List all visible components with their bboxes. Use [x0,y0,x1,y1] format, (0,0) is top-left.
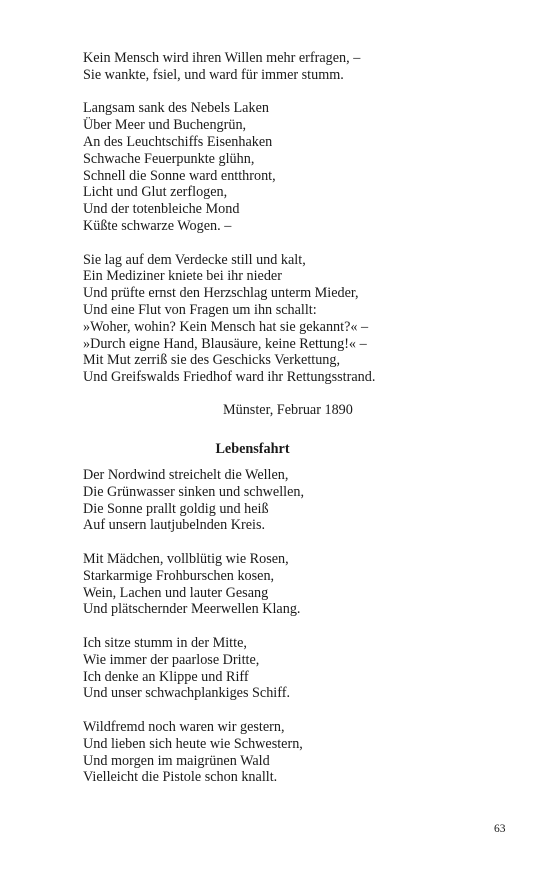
verse-line: Und lieben sich heute wie Schwestern, [83,735,303,752]
verse-line: Und plätschernder Meerwellen Klang. [83,601,301,618]
poem2-stanza-4 [83,719,483,786]
verse-line: Ich denke an Klippe und Riff [83,668,249,685]
verse-line: Vielleicht die Pistole schon knallt. [83,769,278,786]
verse-line: Der Nordwind streichelt die Wellen, [83,467,289,484]
verse-line: Über Meer und Buchengrün, [83,117,247,134]
poem-title: Lebensfahrt [215,441,290,458]
poem2-stanza-3 [83,635,483,702]
poem2-stanza-1 [83,467,483,534]
verse-line: Die Sonne prallt goldig und heiß [83,500,269,517]
stanza-gap [83,618,483,635]
verse-line: Wein, Lachen und lauter Gesang [83,584,269,601]
place-date: Münster, Februar 1890 [223,402,353,419]
stanza-gap [83,235,483,252]
verse-line: An des Leuchtschiffs Eisenhaken [83,133,273,150]
verse-line: Mit Mädchen, vollblütig wie Rosen, [83,551,289,568]
verse-line: Ich sitze stumm in der Mitte, [83,635,247,651]
verse-line: Ein Mediziner kniete bei ihr nieder [83,268,282,285]
verse-line: Langsam sank des Nebels Laken [83,100,269,117]
verse-line: Und eine Flut von Fragen um ihn schallt: [83,301,317,318]
verse-line: Licht und Glut zerflogen, [83,184,228,201]
poem1-stanza-1 [83,50,483,84]
verse-line: Und Greifswalds Friedhof ward ihr Rettungsstrand. [83,369,376,386]
stanza-gap [83,84,483,101]
page-body [83,50,483,786]
poem1-stanza-3 [83,252,483,386]
stanza-gap [83,702,483,719]
verse-line: Schnell die Sonne ward entthront, [83,167,276,184]
verse-line: Küßte schwarze Wogen. – [83,217,232,234]
verse-line: Kein Mensch wird ihren Willen mehr erfragen, – [83,50,361,66]
verse-line: Starkarmige Frohburschen kosen, [83,567,275,584]
poem2-stanza-2 [83,551,483,618]
verse-line: Schwache Feuerpunkte glühn, [83,150,255,167]
page-number: 63 [494,823,506,835]
stanza-gap [83,534,483,551]
verse-line: Und unser schwachplankiges Schiff. [83,685,290,702]
verse-line: Und morgen im maigrünen Wald [83,752,270,769]
verse-line: »Durch eigne Hand, Blausäure, keine Rettung!« – [83,335,367,352]
verse-line: Sie wankte, fsiel, und ward für immer stumm. [83,66,344,83]
verse-line: Und prüfte ernst den Herzschlag unterm Mieder, [83,285,359,302]
verse-line: »Woher, wohin? Kein Mensch hat sie gekannt?« – [83,318,369,335]
verse-line: Wie immer der paarlose Dritte, [83,651,260,668]
verse-line: Die Grünwasser sinken und schwellen, [83,483,305,500]
poem1-stanza-2 [83,100,483,234]
verse-line: Auf unsern lautjubelnden Kreis. [83,517,266,534]
verse-line: Und der totenbleiche Mond [83,201,240,218]
verse-line: Wildfremd noch waren wir gestern, [83,718,285,735]
verse-line: Sie lag auf dem Verdecke still und kalt, [83,251,306,268]
verse-line: Mit Mut zerriß sie des Geschicks Verkettung, [83,352,341,369]
